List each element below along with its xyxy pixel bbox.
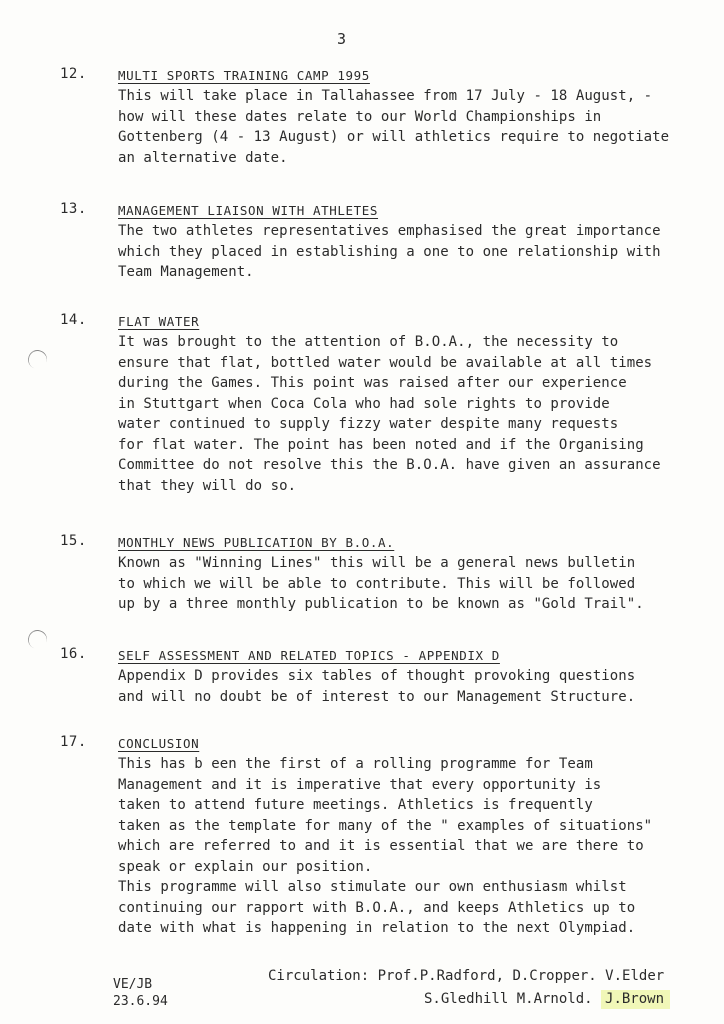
text-line: The two athletes representatives emphasised the great importance — [118, 223, 661, 239]
text-line: an alternative date. — [118, 149, 288, 166]
circulation-names: S.Gledhill M.Arnold. — [424, 991, 593, 1007]
section-number: 14. — [60, 312, 87, 328]
section-body — [118, 646, 698, 707]
punch-hole-mark — [25, 627, 49, 651]
page-number: 3 — [337, 30, 347, 48]
text-line: in Stuttgart when Coca Cola who had sole rights to provide — [118, 395, 610, 412]
highlighted-recipient: J.Brown — [601, 990, 670, 1009]
section-number: 16. — [60, 646, 87, 662]
text-line: ensure that flat, bottled water would be available at all times — [118, 354, 653, 371]
section-heading: MULTI SPORTS TRAINING CAMP 1995 — [118, 68, 370, 83]
text-line: water continued to supply fizzy water despite many requests — [118, 416, 619, 432]
text-line: speak or explain our position. — [118, 858, 373, 875]
text-line: This has b een the first of a rolling programme for Team — [118, 756, 593, 772]
text-line: This will take place in Tallahassee from 17 July - 18 August, - — [118, 88, 653, 104]
section-heading: MANAGEMENT LIAISON WITH ATHLETES — [118, 203, 379, 218]
section-body — [118, 312, 698, 496]
section-body — [118, 201, 698, 283]
text-line: which they placed in establishing a one to one relationship with — [118, 243, 661, 260]
text-line: Committee do not resolve this the B.O.A. have given an assurance — [118, 457, 661, 473]
text-line: Appendix D provides six tables of thought provoking questions — [118, 668, 636, 684]
text-line: to which we will be able to contribute. This will be followed — [118, 575, 636, 592]
text-line: continuing our rapport with B.O.A., and keeps Athletics up to — [118, 899, 636, 916]
text-line: during the Games. This point was raised after our experience — [118, 375, 627, 391]
text-line: Management and it is imperative that every opportunity is — [118, 776, 602, 793]
reference-initials: VE/JB — [113, 977, 153, 992]
reference-date: 23.6.94 — [113, 994, 168, 1009]
section-number: 12. — [60, 66, 87, 82]
section-number: 15. — [60, 533, 87, 549]
section-heading: MONTHLY NEWS PUBLICATION BY B.O.A. — [118, 535, 395, 550]
text-line: Team Management. — [118, 264, 254, 280]
circulation-line-2 — [424, 989, 670, 1009]
text-line: taken to attend future meetings. Athletics is frequently — [118, 797, 593, 813]
text-line: Known as "Winning Lines" this will be a general news bulletin — [118, 555, 636, 571]
circulation-names: Prof.P.Radford, D.Cropper. V.Elder — [377, 968, 665, 984]
section-number: 17. — [60, 734, 87, 750]
text-line: This programme will also stimulate our own enthusiasm whilst — [118, 879, 627, 895]
circulation-line-1 — [268, 966, 664, 986]
section-body — [118, 734, 698, 939]
text-line: taken as the template for many of the " examples of situations" — [118, 817, 653, 834]
punch-hole-mark — [25, 347, 49, 371]
section-heading: SELF ASSESSMENT AND RELATED TOPICS - APPENDIX D — [118, 648, 500, 663]
text-line: Gottenberg (4 - 13 August) or will athletics require to negotiate — [118, 129, 670, 145]
section-heading: CONCLUSION — [118, 736, 200, 751]
section-body — [118, 533, 698, 615]
text-line: how will these dates relate to our World Championships in — [118, 108, 602, 125]
section-heading: FLAT WATER — [118, 314, 200, 329]
text-line: It was brought to the attention of B.O.A., the necessity to — [118, 334, 619, 350]
text-line: for flat water. The point has been noted and if the Organising — [118, 436, 644, 453]
section-body — [118, 66, 698, 168]
text-line: and will no doubt be of interest to our Management Structure. — [118, 688, 636, 705]
text-line: up by a three monthly publication to be known as "Gold Trail". — [118, 596, 644, 612]
text-line: which are referred to and it is essential that we are there to — [118, 838, 644, 854]
text-line: that they will do so. — [118, 477, 297, 494]
circulation-label: Circulation: — [268, 968, 370, 984]
section-number: 13. — [60, 201, 87, 217]
text-line: date with what is happening in relation to the next Olympiad. — [118, 920, 636, 936]
